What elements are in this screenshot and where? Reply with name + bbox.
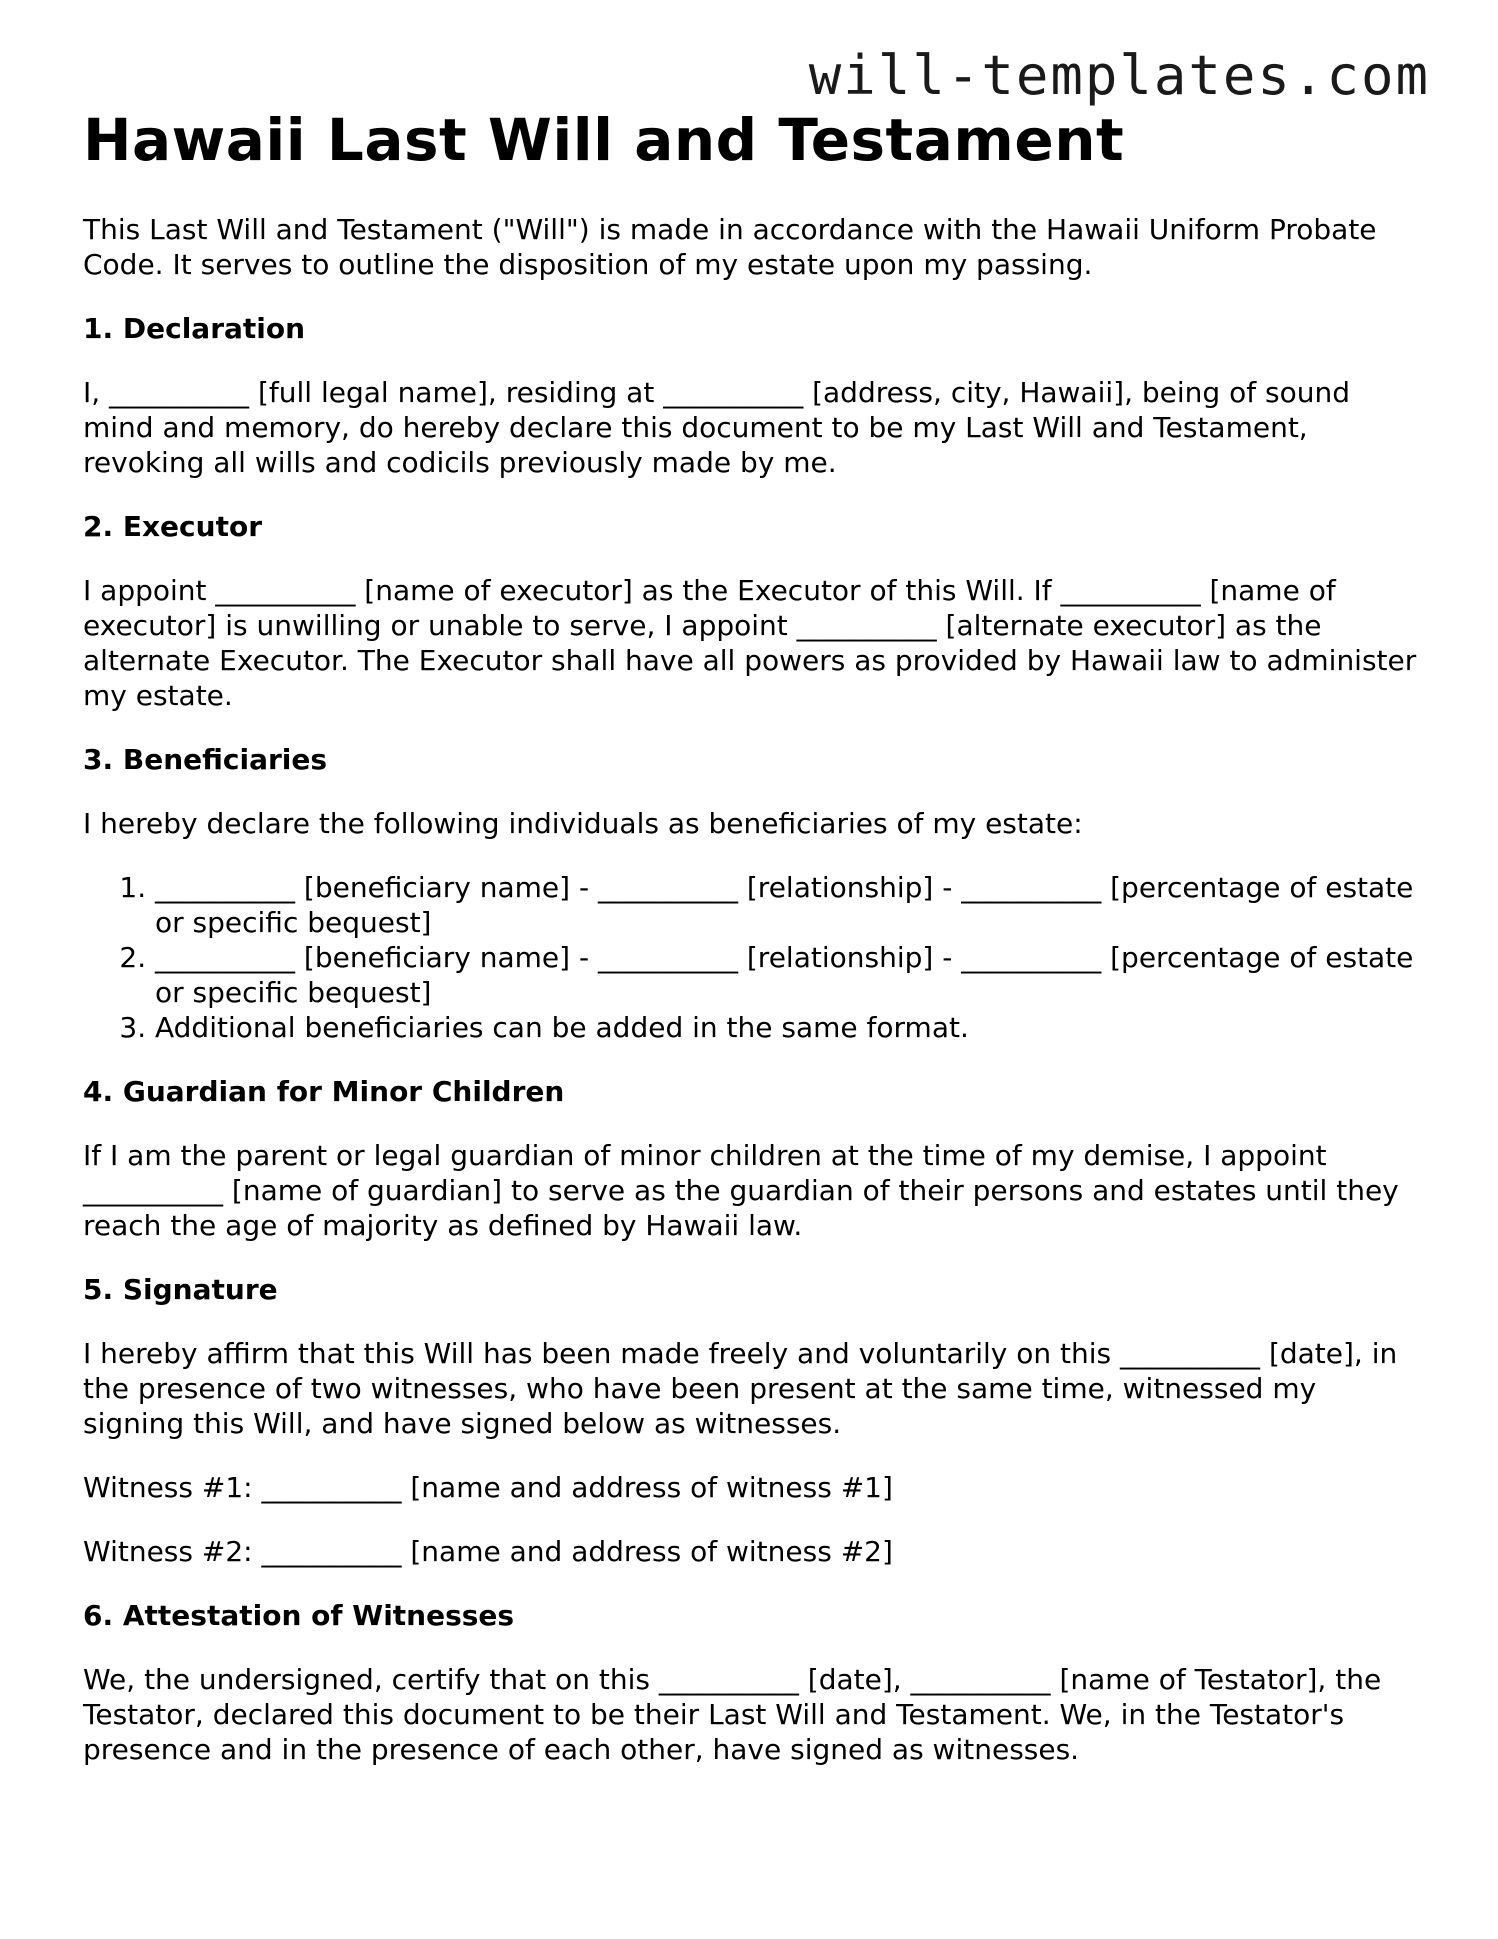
beneficiaries-paragraph: I hereby declare the following individuals as beneficiaries of my estate: — [83, 807, 1083, 840]
declaration-paragraph: I, __________ [full legal name], residing at __________ [address, city, Hawaii], being of sound mind and memory, do hereby declare this document to be my Last Will and Testament, revoking all wills and codicils previously made by me. — [83, 376, 1350, 479]
guardian-paragraph: If I am the parent or legal guardian of minor children at the time of my demise, I appoint __________ [name of guardian] to serve as the guardian of their persons and estates until they reach the age of majority as defined by Hawaii law. — [83, 1139, 1399, 1242]
document-title: Hawaii Last Will and Testament — [83, 106, 1125, 174]
section-heading-beneficiaries: 3. Beneficiaries — [83, 743, 328, 776]
section-heading-declaration: 1. Declaration — [83, 312, 306, 345]
section-heading-attestation: 6. Attestation of Witnesses — [83, 1599, 515, 1632]
intro-paragraph: This Last Will and Testament ("Will") is made in accordance with the Hawaii Uniform Probate Code. It serves to outline the disposition of my estate upon my passing. — [83, 213, 1377, 281]
section-heading-executor: 2. Executor — [83, 510, 263, 543]
signature-paragraph: I hereby affirm that this Will has been made freely and voluntarily on this __________ [date], in the presence of two witnesses, who have been present at the same time, witnessed my signing this Will, and have signed below as witnesses. — [83, 1337, 1398, 1440]
document-page — [83, 100, 1423, 1796]
executor-paragraph: I appoint __________ [name of executor] as the Executor of this Will. If __________ [name of executor] is unwilling or unable to serve, I appoint __________ [alternate executor] as the alternate Executor. The Executor shall have all powers as provided by Hawaii law to administer my estate. — [83, 574, 1417, 712]
list-item: 2. __________ [beneficiary name] - __________ [relationship] - __________ [percentage of estate or specific bequest] — [155, 940, 1423, 1010]
attestation-paragraph: We, the undersigned, certify that on this __________ [date], __________ [name of Testator], the Testator, declared this document to be their Last Will and Testament. We, in the Testator's presence and in the presence of each other, have signed as witnesses. — [83, 1663, 1382, 1766]
witness-1-line: Witness #1: __________ [name and address of witness #1] — [83, 1471, 893, 1504]
list-item: 1. __________ [beneficiary name] - __________ [relationship] - __________ [percentage of estate or specific bequest] — [155, 870, 1423, 940]
section-heading-guardian: 4. Guardian for Minor Children — [83, 1075, 565, 1108]
section-heading-signature: 5. Signature — [83, 1273, 278, 1306]
site-watermark: will-templates.com — [808, 44, 1430, 107]
witness-2-line: Witness #2: __________ [name and address of witness #2] — [83, 1535, 893, 1568]
list-item: 3. Additional beneficiaries can be added in the same format. — [155, 1010, 1423, 1045]
beneficiaries-list — [83, 870, 1423, 1045]
